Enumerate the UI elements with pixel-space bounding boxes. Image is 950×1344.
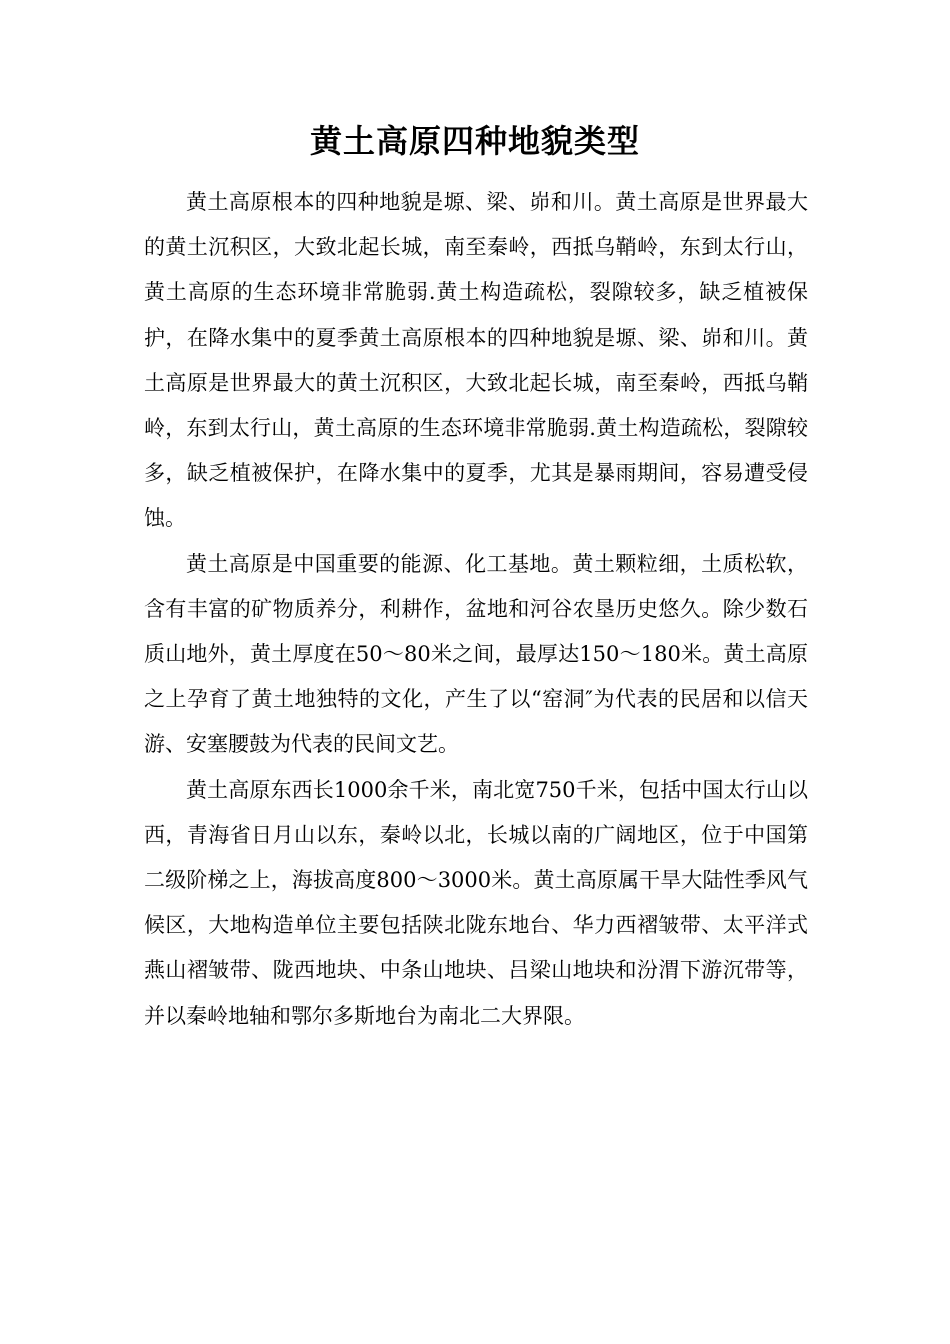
document-title: 黄土高原四种地貌类型: [309, 122, 640, 160]
paragraph-3: 黄土高原东西长1000余千米，南北宽750千米，包括中国太行山以西，青海省日月山以东，秦岭以北，长城以南的广阔地区，位于中国第二级阶梯之上，海拔高度800～3000米。黄土高原属干旱大陆性季风气候区，大地构造单位主要包括陕北陇东地台、华力西褶皱带、太平洋式燕山褶皱带、陇西地块、中条山地块、吕梁山地块和汾渭下游沉带等，并以秦岭地轴和鄂尔多斯地台为南北二大界限。: [144, 777, 808, 1028]
paragraph-2: 黄土高原是中国重要的能源、化工基地。黄土颗粒细，土质松软，含有丰富的矿物质养分，利耕作，盆地和河谷农垦历史悠久。除少数石质山地外，黄土厚度在50～80米之间，最厚达150～180米。黄土高原之上孕育了黄土地独特的文化，产生了以“窑洞″为代表的民居和以信天游、安塞腰鼓为代表的民间文艺。: [144, 551, 808, 757]
paragraph-1: 黄土高原根本的四种地貌是塬、梁、峁和川。黄土高原是世界最大的黄土沉积区，大致北起长城，南至秦岭，西抵乌鞘岭，东到太行山，黄土高原的生态环境非常脆弱.黄土构造疏松，裂隙较多，缺乏植被保护，在降水集中的夏季黄土高原根本的四种地貌是塬、梁、峁和川。黄土高原是世界最大的黄土沉积区，大致北起长城，南至秦岭，西抵乌鞘岭，东到太行山，黄土高原的生态环境非常脆弱.黄土构造疏松，裂隙较多，缺乏植被保护，在降水集中的夏季，尤其是暴雨期间，容易遭受侵蚀。: [144, 190, 808, 531]
document-body: [144, 180, 808, 1039]
